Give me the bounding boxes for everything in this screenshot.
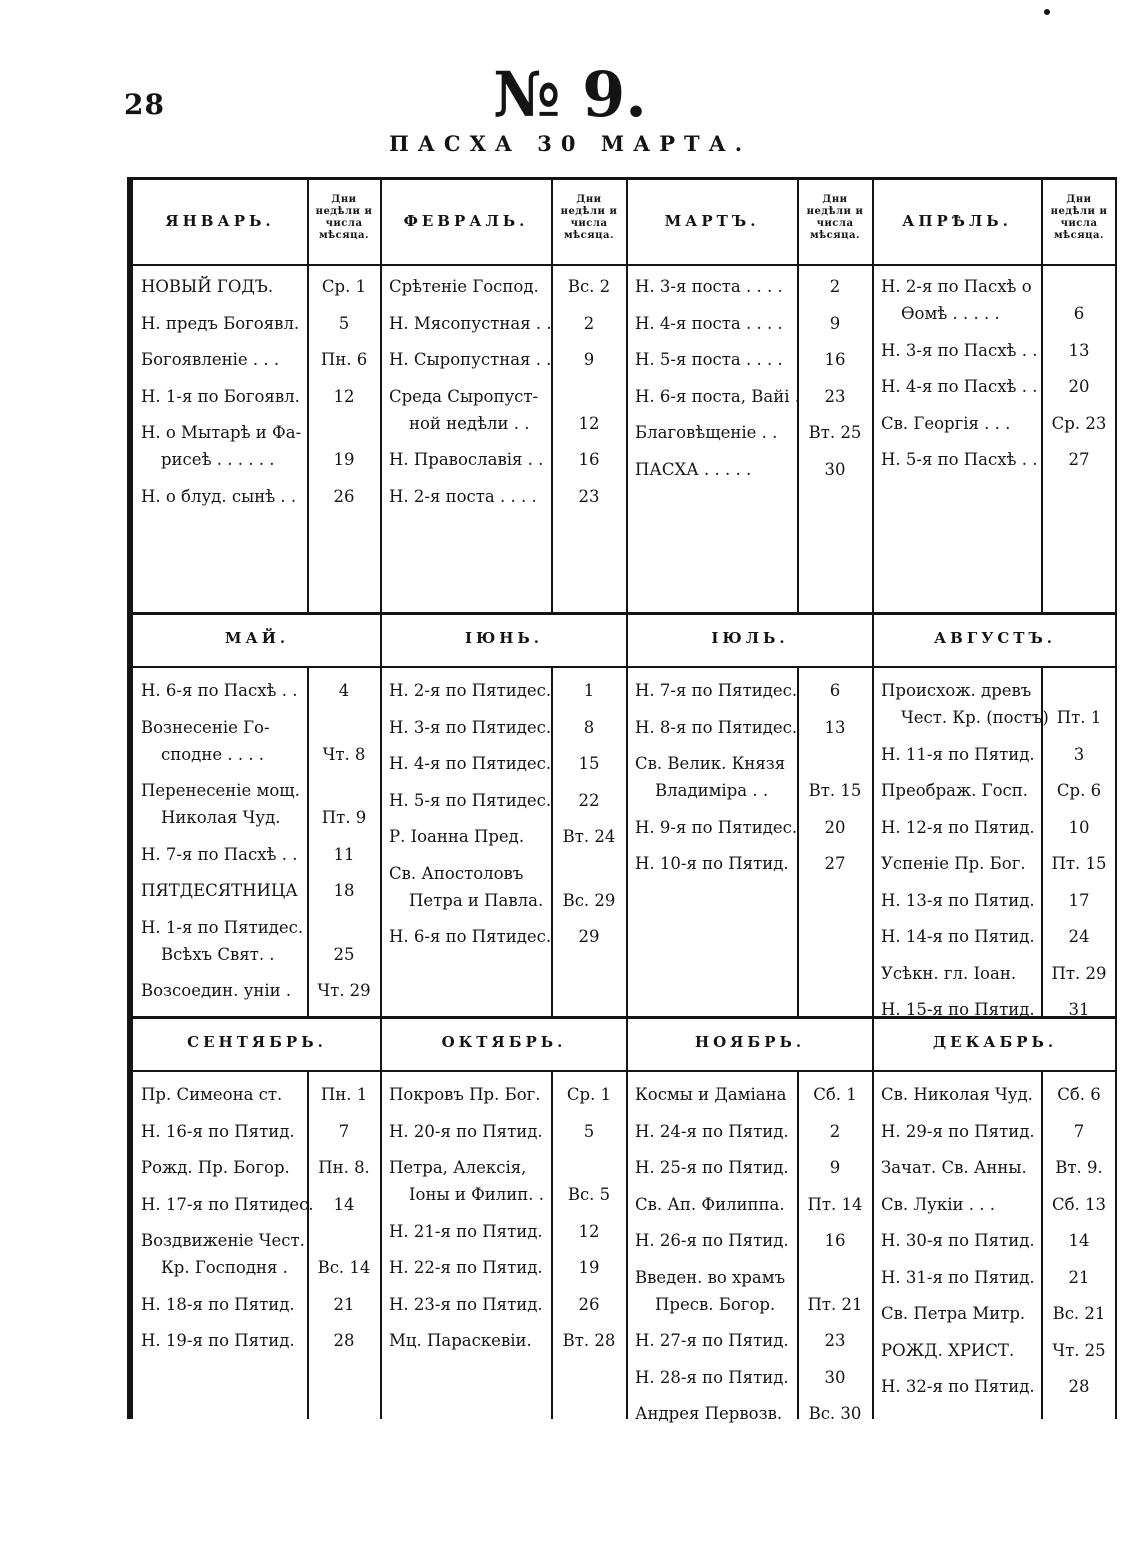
- month-name: ІЮЛЬ.: [711, 629, 789, 647]
- calendar-entry-text: Вознесеніе Го-: [141, 717, 270, 737]
- calendar-entry-text: Н. 8-я по Пятидес.: [635, 717, 798, 737]
- calendar-entry-day: Вс. 30: [808, 1404, 862, 1423]
- calendar-entry-day: Вт. 28: [562, 1331, 616, 1350]
- calendar-entry-text: Н. 3-я поста . . . .: [635, 277, 783, 296]
- calendar-entry-text: Н. 32-я по Пятид.: [881, 1377, 1035, 1396]
- calendar-entry-day: 6: [1073, 304, 1085, 323]
- calendar-entry-text: Н. 23-я по Пятид.: [389, 1294, 543, 1314]
- calendar-entry-text: Усѣкн. гл. Іоан.: [881, 963, 1017, 983]
- calendar-entry-day: Вс. 21: [1052, 1304, 1106, 1323]
- calendar-entry-day: 10: [1068, 817, 1090, 837]
- calendar-entry-text: РОЖД. ХРИСТ.: [881, 1340, 1015, 1360]
- calendar-entry-day: 28: [1068, 1377, 1090, 1396]
- month-name: МАЙ.: [224, 629, 290, 647]
- calendar-entry-day: 28: [333, 1331, 355, 1350]
- column-divider: [380, 180, 382, 1419]
- calendar-entry-day: Пт. 29: [1051, 963, 1107, 983]
- band-divider: [133, 612, 1115, 615]
- calendar-entry-text: Н. 31-я по Пятид.: [881, 1267, 1035, 1287]
- month-name: МАРТЪ.: [664, 212, 760, 230]
- calendar-entry-text: Чест. Кр. (постъ): [901, 708, 1049, 727]
- calendar-entry-text: Н. 20-я по Пятид.: [389, 1121, 543, 1141]
- calendar-entry-text: Пресв. Богор.: [655, 1294, 776, 1314]
- calendar-entry-day: 16: [824, 350, 846, 369]
- calendar-entry-text: Н. 10-я по Пятид.: [635, 854, 789, 873]
- easter-calendar-table: [127, 177, 1117, 1423]
- calendar-entry-text: Николая Чуд.: [161, 808, 281, 827]
- calendar-entry-text: Н. 3-я по Пятидес.: [389, 717, 552, 737]
- calendar-entry-text: Н. 17-я по Пятидес.: [141, 1194, 314, 1214]
- calendar-entry-day: 30: [824, 1367, 846, 1387]
- calendar-entry-text: Перенесеніе мощ.: [141, 781, 300, 800]
- calendar-entry-day: Ср. 1: [321, 277, 367, 296]
- calendar-entry-text: Н. 24-я по Пятид.: [635, 1121, 789, 1141]
- calendar-entry-day: 23: [824, 1331, 846, 1350]
- month-name: ДЕКАБРЬ.: [932, 1033, 1058, 1051]
- calendar-entry-day: 22: [578, 790, 600, 810]
- month-name: НОЯБРЬ.: [694, 1033, 806, 1051]
- calendar-entry-text: Успеніе Пр. Бог.: [881, 854, 1026, 873]
- calendar-entry-text: Н. 15-я по Пятид.: [881, 1000, 1035, 1019]
- calendar-entry-text: Н. 6-я поста, Вайі .: [635, 386, 800, 406]
- calendar-entry-day: 16: [578, 450, 600, 469]
- calendar-entry-text: Н. 6-я по Пасхѣ . .: [141, 681, 298, 700]
- calendar-entry-day: 16: [824, 1231, 846, 1250]
- calendar-entry-text: Н. о блуд. сынѣ . .: [141, 486, 297, 506]
- calendar-entry-day: Пт. 21: [807, 1294, 863, 1314]
- calendar-entry-day: 13: [824, 717, 846, 737]
- calendar-entry-day: 23: [578, 486, 600, 506]
- page-subtitle: ПАСХА 30 МАРТА.: [388, 131, 752, 156]
- calendar-entry-day: Вс. 2: [567, 277, 611, 296]
- calendar-entry-day: 14: [333, 1194, 355, 1214]
- calendar-entry-day: Ср. 1: [566, 1085, 612, 1104]
- calendar-entry-text: Всѣхъ Свят. .: [161, 944, 275, 964]
- calendar-entry-day: 26: [333, 486, 355, 506]
- calendar-entry-day: Пн. 8.: [318, 1158, 370, 1177]
- calendar-entry-day: Вс. 14: [317, 1258, 371, 1277]
- calendar-entry-text: Петра и Павла.: [409, 890, 544, 910]
- calendar-entry-text: Іоны и Филип. .: [409, 1185, 544, 1204]
- month-name: ФЕВРАЛЬ.: [403, 212, 529, 230]
- calendar-entry-text: Н. 29-я по Пятид.: [881, 1121, 1035, 1141]
- calendar-entry-text: Н. 22-я по Пятид.: [389, 1258, 543, 1277]
- calendar-entry-text: Н. 19-я по Пятид.: [141, 1331, 295, 1350]
- calendar-entry-day: 27: [824, 854, 846, 873]
- calendar-entry-text: Воздвиженіе Чест.: [141, 1231, 305, 1250]
- calendar-entry-day: 30: [824, 459, 846, 479]
- calendar-entry-text: Мц. Параскевіи.: [389, 1331, 532, 1350]
- calendar-entry-day: 6: [829, 681, 841, 700]
- calendar-entry-day: Сб. 1: [813, 1085, 857, 1104]
- calendar-entry-text: Происхож. древъ: [881, 681, 1032, 700]
- calendar-entry-text: Возсоедин. уніи .: [141, 981, 292, 1000]
- calendar-entry-text: Св. Петра Митр.: [881, 1304, 1026, 1323]
- calendar-entry-text: Св. Велик. Князя: [635, 754, 786, 773]
- calendar-entry-text: Н. Православія . .: [389, 450, 544, 469]
- calendar-entry-text: Н. 7-я по Пятидес.: [635, 681, 798, 700]
- calendar-entry-day: 26: [578, 1294, 600, 1314]
- day-column-header: Дни недѣли и числа мѣсяца.: [315, 194, 373, 241]
- calendar-entry-day: 9: [583, 350, 595, 369]
- calendar-entry-day: Чт. 25: [1052, 1340, 1106, 1360]
- calendar-entry-day: 9: [829, 1158, 841, 1177]
- header-rule: [133, 1070, 1115, 1072]
- calendar-entry-text: Ѳомѣ . . . . .: [901, 304, 1000, 323]
- calendar-entry-day: 11: [333, 844, 355, 864]
- calendar-entry-day: Вт. 9.: [1055, 1158, 1103, 1177]
- calendar-entry-text: Космы и Даміана: [635, 1085, 787, 1104]
- calendar-entry-text: Н. 5-я поста . . . .: [635, 350, 783, 369]
- month-name: АПРѢЛЬ.: [902, 212, 1012, 230]
- calendar-entry-day: 5: [583, 1121, 595, 1141]
- column-divider: [626, 180, 628, 1419]
- calendar-entry-day: 20: [824, 817, 846, 837]
- calendar-entry-day: 3: [1073, 744, 1085, 764]
- calendar-entry-day: Ср. 6: [1056, 781, 1102, 800]
- calendar-entry-text: Богоявленіе . . .: [141, 350, 280, 369]
- calendar-entry-text: Покровъ Пр. Бог.: [389, 1085, 541, 1104]
- calendar-entry-text: Пр. Симеона ст.: [141, 1085, 283, 1104]
- calendar-entry-text: Благовѣщеніе . .: [635, 423, 778, 442]
- calendar-entry-text: Н. 9-я по Пятидес.: [635, 817, 798, 837]
- calendar-entry-text: Н. 4-я по Пятидес.: [389, 754, 552, 773]
- calendar-entry-day: 17: [1068, 890, 1090, 910]
- calendar-entry-day: 2: [829, 277, 841, 296]
- calendar-entry-text: Св. Николая Чуд.: [881, 1085, 1033, 1104]
- calendar-entry-text: Н. 26-я по Пятид.: [635, 1231, 789, 1250]
- calendar-entry-day: 12: [333, 386, 355, 406]
- calendar-entry-day: Ср. 23: [1051, 413, 1107, 433]
- calendar-entry-text: Рожд. Пр. Богор.: [141, 1158, 290, 1177]
- calendar-entry-text: ПЯТДЕСЯТНИЦА: [141, 881, 298, 900]
- calendar-entry-day: 31: [1068, 1000, 1090, 1019]
- day-column-divider: [551, 180, 553, 612]
- column-divider: [872, 180, 874, 1419]
- calendar-entry-text: Среда Сыропуст-: [389, 386, 539, 406]
- calendar-entry-text: Н. 3-я по Пасхѣ . .: [881, 340, 1038, 360]
- day-column-header: Дни недѣли и числа мѣсяца.: [806, 194, 864, 241]
- calendar-entry-day: 9: [829, 313, 841, 333]
- calendar-entry-day: 15: [578, 754, 600, 773]
- calendar-entry-text: Петра, Алексія,: [389, 1158, 527, 1177]
- calendar-entry-text: Н. 2-я по Пасхѣ о: [881, 277, 1032, 296]
- calendar-entry-text: ной недѣли . .: [409, 413, 530, 433]
- calendar-entry-text: Зачат. Св. Анны.: [881, 1158, 1027, 1177]
- calendar-entry-text: Н. 18-я по Пятид.: [141, 1294, 295, 1314]
- calendar-entry-day: Пн. 6: [320, 350, 368, 369]
- calendar-entry-day: 24: [1068, 927, 1090, 946]
- calendar-entry-day: 7: [338, 1121, 350, 1141]
- calendar-entry-text: Н. предъ Богоявл.: [141, 313, 300, 333]
- calendar-entry-day: 18: [333, 881, 355, 900]
- calendar-entry-day: 2: [583, 313, 595, 333]
- calendar-entry-day: 4: [338, 681, 350, 700]
- calendar-entry-text: Н. о Мытарѣ и Фа-: [141, 423, 302, 442]
- calendar-entry-text: Н. 30-я по Пятид.: [881, 1231, 1035, 1250]
- calendar-entry-day: Пн. 1: [320, 1085, 368, 1104]
- calendar-entry-day: Сб. 13: [1051, 1194, 1107, 1214]
- calendar-entry-text: Св. Лукіи . . .: [881, 1194, 995, 1214]
- calendar-entry-text: Н. 28-я по Пятид.: [635, 1367, 789, 1387]
- ink-dot: [1044, 9, 1050, 15]
- calendar-entry-day: 1: [583, 681, 595, 700]
- calendar-entry-day: Пт. 14: [807, 1194, 863, 1214]
- calendar-entry-day: Пт. 1: [1056, 708, 1102, 727]
- calendar-entry-day: Вс. 29: [562, 890, 616, 910]
- calendar-entry-text: Н. 11-я по Пятид.: [881, 744, 1035, 764]
- calendar-entry-day: 2: [829, 1121, 841, 1141]
- calendar-entry-text: Н. 2-я поста . . . .: [389, 486, 537, 506]
- calendar-entry-text: Св. Георгія . . .: [881, 413, 1011, 433]
- calendar-entry-day: Вт. 25: [808, 423, 862, 442]
- calendar-entry-text: Кр. Господня .: [161, 1258, 288, 1277]
- calendar-entry-text: ПАСХА . . . . .: [635, 459, 752, 479]
- calendar-entry-day: Вт. 24: [562, 827, 616, 846]
- calendar-entry-text: Преображ. Госп.: [881, 781, 1028, 800]
- calendar-entry-day: 21: [333, 1294, 355, 1314]
- calendar-entry-day: Чт. 29: [317, 981, 371, 1000]
- calendar-entry-day: Вт. 15: [808, 781, 862, 800]
- calendar-entry-text: Н. 14-я по Пятид.: [881, 927, 1035, 946]
- calendar-entry-text: Н. 5-я по Пасхѣ . .: [881, 450, 1038, 469]
- calendar-entry-text: Н. 21-я по Пятид.: [389, 1221, 543, 1241]
- calendar-entry-text: Н. 4-я по Пасхѣ . .: [881, 377, 1038, 396]
- calendar-entry-day: 12: [578, 413, 600, 433]
- calendar-entry-text: Н. 6-я по Пятидес.: [389, 927, 552, 946]
- calendar-entry-day: 5: [338, 313, 350, 333]
- calendar-entry-text: Андрея Первозв.: [635, 1404, 783, 1423]
- month-name: ЯНВАРЬ.: [165, 212, 275, 230]
- calendar-entry-day: 7: [1073, 1121, 1085, 1141]
- calendar-entry-day: Пт. 9: [321, 808, 367, 827]
- calendar-entry-text: Н. 5-я по Пятидес.: [389, 790, 552, 810]
- calendar-entry-text: Н. 4-я поста . . . .: [635, 313, 783, 333]
- calendar-entry-day: 14: [1068, 1231, 1090, 1250]
- calendar-entry-text: НОВЫЙ ГОДЪ.: [141, 277, 274, 296]
- calendar-entry-day: 19: [333, 450, 355, 469]
- page-title: № 9.: [493, 58, 647, 131]
- calendar-entry-text: Р. Іоанна Пред.: [389, 827, 525, 846]
- month-name: ІЮНЬ.: [464, 629, 544, 647]
- month-name: АВГУСТЪ.: [933, 629, 1057, 647]
- calendar-entry-text: Срѣтеніе Господ.: [389, 277, 539, 296]
- calendar-entry-day: 20: [1068, 377, 1090, 396]
- calendar-entry-day: Пт. 15: [1051, 854, 1107, 873]
- header-rule: [133, 264, 1115, 266]
- calendar-entry-day: 23: [824, 386, 846, 406]
- calendar-entry-day: 8: [583, 717, 595, 737]
- calendar-entry-text: Владиміра . .: [655, 781, 769, 800]
- calendar-entry-text: Н. 25-я по Пятид.: [635, 1158, 789, 1177]
- calendar-entry-text: Н. 1-я по Богоявл.: [141, 386, 300, 406]
- calendar-entry-text: Н. 16-я по Пятид.: [141, 1121, 295, 1141]
- day-column-header: Дни недѣли и числа мѣсяца.: [560, 194, 618, 241]
- calendar-entry-day: 27: [1068, 450, 1090, 469]
- calendar-entry-text: Н. 13-я по Пятид.: [881, 890, 1035, 910]
- calendar-entry-day: Сб. 6: [1057, 1085, 1101, 1104]
- calendar-entry-text: Н. 1-я по Пятидес.: [141, 917, 304, 937]
- calendar-entry-text: Св. Апостоловъ: [389, 863, 524, 883]
- calendar-entry-day: 12: [578, 1221, 600, 1241]
- calendar-entry-text: Св. Ап. Филиппа.: [635, 1194, 785, 1214]
- header-rule: [133, 666, 1115, 668]
- calendar-entry-text: Н. Сыропустная . .: [389, 350, 552, 369]
- calendar-entry-day: 25: [333, 944, 355, 964]
- calendar-entry-day: 21: [1068, 1267, 1090, 1287]
- calendar-entry-text: Н. 27-я по Пятид.: [635, 1331, 789, 1350]
- page-number: 28: [124, 88, 165, 121]
- calendar-entry-text: сподне . . . .: [161, 744, 265, 764]
- month-name: СЕНТЯБРЬ.: [187, 1033, 327, 1051]
- calendar-entry-day: 19: [578, 1258, 600, 1277]
- calendar-entry-text: Н. 2-я по Пятидес.: [389, 681, 552, 700]
- day-column-header: Дни недѣли и числа мѣсяца.: [1050, 194, 1108, 241]
- calendar-entry-text: Н. 12-я по Пятид.: [881, 817, 1035, 837]
- calendar-entry-text: Н. Мясопустная . .: [389, 313, 552, 333]
- calendar-entry-day: Чт. 8: [322, 744, 366, 764]
- calendar-entry-text: Н. 7-я по Пасхѣ . .: [141, 844, 298, 864]
- calendar-entry-text: Введен. во храмъ: [635, 1267, 786, 1287]
- calendar-entry-text: рисеѣ . . . . . .: [161, 450, 275, 469]
- calendar-entry-day: Вс. 5: [567, 1185, 611, 1204]
- month-name: ОКТЯБРЬ.: [441, 1033, 567, 1051]
- calendar-entry-day: 13: [1068, 340, 1090, 360]
- calendar-entry-day: 29: [578, 927, 600, 946]
